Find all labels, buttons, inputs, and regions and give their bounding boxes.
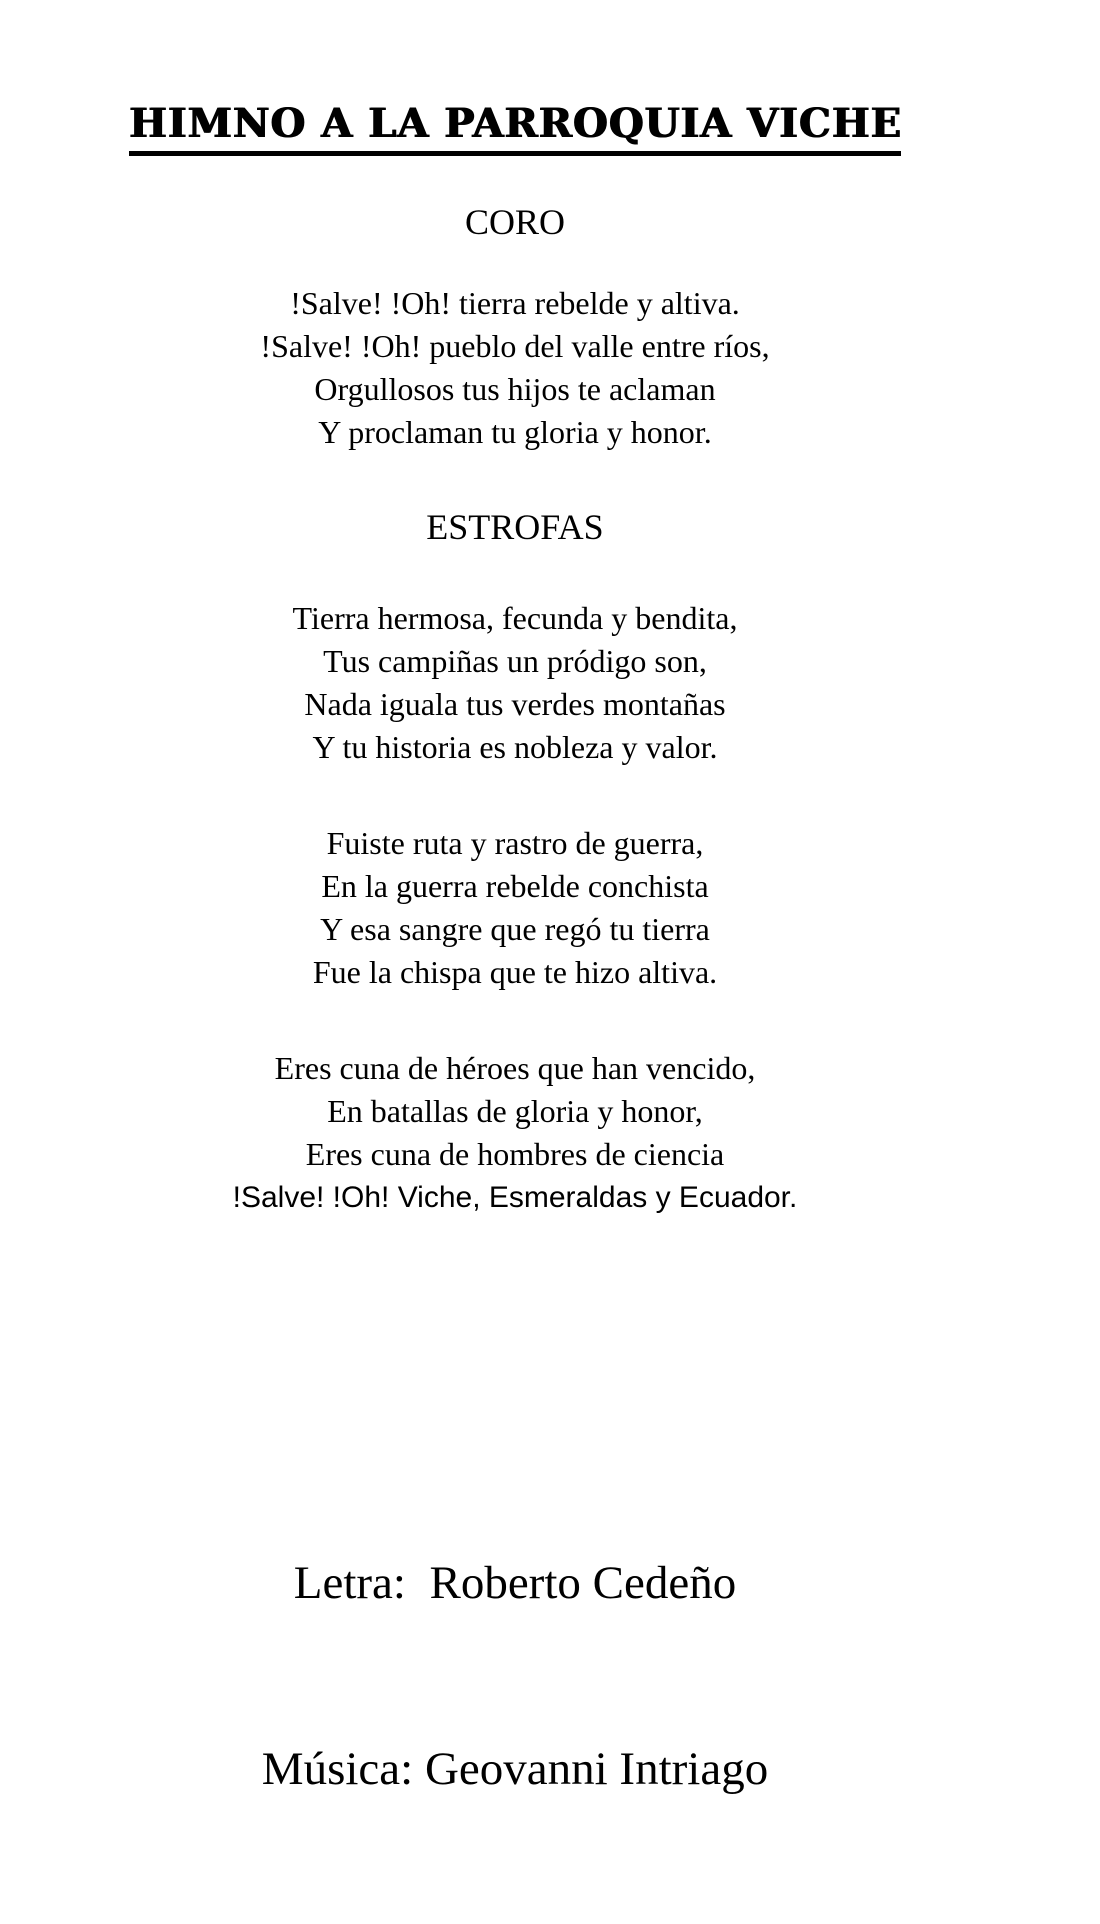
- stanza-2: [0, 822, 1030, 994]
- credit-letra: Letra: Roberto Cedeño: [293, 1557, 737, 1609]
- lyric-line: Nada iguala tus verdes montañas: [304, 686, 726, 722]
- lyric-line: !Salve! !Oh! pueblo del valle entre ríos,: [260, 328, 770, 364]
- lyric-line: Y proclaman tu gloria y honor.: [318, 414, 712, 450]
- lyric-line: En la guerra rebelde conchista: [321, 868, 709, 904]
- credits-block: [0, 1428, 1030, 1924]
- lyric-line: Y esa sangre que regó tu tierra: [320, 911, 710, 947]
- lyric-line: Tierra hermosa, fecunda y bendita,: [292, 600, 738, 636]
- lyric-line: Orgullosos tus hijos te aclaman: [314, 371, 716, 407]
- coro-stanza: [0, 282, 1030, 454]
- lyric-line: Fuiste ruta y rastro de guerra,: [326, 825, 704, 861]
- lyric-line: !Salve! !Oh! tierra rebelde y altiva.: [290, 285, 740, 321]
- stanza-3: [0, 1047, 1030, 1220]
- stanza-1: [0, 597, 1030, 769]
- lyric-line: Eres cuna de hombres de ciencia: [305, 1136, 725, 1172]
- title-row: [0, 100, 1030, 157]
- document-content: [0, 100, 1030, 1924]
- credit-musica: Música: Geovanni Intriago: [261, 1743, 769, 1795]
- estrofas-heading: ESTROFAS: [426, 507, 604, 547]
- lyric-line: Tus campiñas un pródigo son,: [323, 643, 707, 679]
- lyric-line-sans: !Salve! !Oh! Viche, Esmeraldas y Ecuador.: [232, 1181, 798, 1214]
- coro-heading: CORO: [464, 202, 566, 242]
- page-title: HIMNO A LA PARROQUIA VICHE: [129, 100, 902, 156]
- lyric-line: En batallas de gloria y honor,: [327, 1093, 703, 1129]
- document-page: [0, 100, 1100, 1795]
- lyric-line: Y tu historia es nobleza y valor.: [312, 729, 718, 765]
- lyric-line: Eres cuna de héroes que han vencido,: [274, 1050, 756, 1086]
- lyric-line: Fue la chispa que te hizo altiva.: [312, 954, 718, 990]
